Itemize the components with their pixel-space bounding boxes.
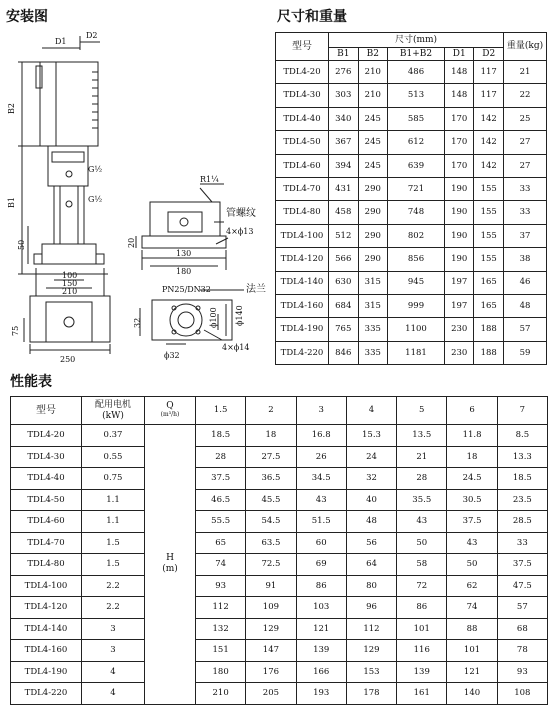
perf-row	[11, 554, 548, 576]
perf-header-model: 型号	[11, 397, 82, 425]
dims-cell-b1: 276	[329, 61, 359, 84]
perf-cell-head: 205	[246, 683, 296, 705]
dims-cell-model: TDL4-20	[276, 61, 329, 84]
perf-cell-head: 60	[296, 532, 346, 554]
perf-cell-head: 93	[497, 661, 547, 683]
dims-cell-d1: 148	[444, 84, 474, 107]
perf-table	[10, 396, 548, 705]
dims-cell-sum: 612	[388, 131, 445, 154]
dims-cell-model: TDL4-50	[276, 131, 329, 154]
perf-cell-head: 109	[246, 597, 296, 619]
perf-cell-kw: 1.1	[82, 511, 145, 533]
dims-cell-sum: 721	[388, 177, 445, 200]
perf-cell-head: 56	[346, 532, 396, 554]
dims-row	[276, 107, 547, 130]
perf-cell-head: 32	[346, 468, 396, 490]
perf-header-q-label: Q	[166, 401, 174, 412]
dims-cell-b2: 315	[358, 271, 388, 294]
dims-row	[276, 61, 547, 84]
perf-row	[11, 446, 548, 468]
perf-cell-kw: 3	[82, 618, 145, 640]
perf-row	[11, 489, 548, 511]
dims-row	[276, 177, 547, 200]
dims-cell-b1: 630	[329, 271, 359, 294]
perf-header-q-unit: (m³/h)	[160, 411, 180, 419]
dim-250: 250	[60, 355, 76, 364]
dims-cell-sum: 639	[388, 154, 445, 177]
dims-cell-model: TDL4-160	[276, 294, 329, 317]
perf-cell-head: 36.5	[246, 468, 296, 490]
dim-b2: B2	[7, 103, 16, 114]
dims-cell-b2: 335	[358, 318, 388, 341]
dims-cell-d1: 170	[444, 154, 474, 177]
perf-cell-head: 33	[497, 532, 547, 554]
dims-cell-b2: 335	[358, 341, 388, 364]
perf-cell-head: 72.5	[246, 554, 296, 576]
dims-cell-w: 37	[504, 224, 547, 247]
dims-cell-d2: 188	[474, 341, 504, 364]
dim-d2: D2	[86, 31, 98, 40]
dims-cell-model: TDL4-120	[276, 248, 329, 271]
dims-cell-d1: 190	[444, 248, 474, 271]
perf-cell-head: 28	[196, 446, 246, 468]
perf-cell-kw: 2.2	[82, 575, 145, 597]
installation-drawing	[0, 24, 272, 369]
dim-100: 100	[62, 271, 78, 280]
perf-cell-head: 112	[196, 597, 246, 619]
perf-cell-head: 129	[246, 618, 296, 640]
perf-cell-head: 78	[497, 640, 547, 662]
perf-row	[11, 575, 548, 597]
dims-col-header: B1+B2	[388, 48, 445, 61]
perf-cell-head: 80	[346, 575, 396, 597]
dims-row	[276, 84, 547, 107]
perf-cell-head: 58	[397, 554, 447, 576]
perf-row	[11, 597, 548, 619]
perf-cell-kw: 4	[82, 661, 145, 683]
perf-cell-head: 28.5	[497, 511, 547, 533]
dims-row	[276, 271, 547, 294]
dims-cell-sum: 513	[388, 84, 445, 107]
perf-row	[11, 511, 548, 533]
perf-cell-model: TDL4-190	[11, 661, 82, 683]
perf-cell-head: 46.5	[196, 489, 246, 511]
dims-cell-d1: 197	[444, 294, 474, 317]
perf-cell-head: 13.5	[397, 425, 447, 447]
dims-cell-b1: 367	[329, 131, 359, 154]
perf-cell-kw: 2.2	[82, 597, 145, 619]
dims-row	[276, 294, 547, 317]
perf-cell-kw: 0.37	[82, 425, 145, 447]
dims-row	[276, 154, 547, 177]
perf-cell-head: 24.5	[447, 468, 497, 490]
perf-cell-head: 74	[447, 597, 497, 619]
perf-cell-head: 8.5	[497, 425, 547, 447]
perf-cell-head: 18	[447, 446, 497, 468]
perf-cell-kw: 0.75	[82, 468, 145, 490]
perf-cell-head: 63.5	[246, 532, 296, 554]
label-pipe-thread: 管螺纹	[226, 208, 256, 219]
perf-cell-head: 176	[246, 661, 296, 683]
dims-cell-b2: 245	[358, 107, 388, 130]
perf-cell-model: TDL4-160	[11, 640, 82, 662]
dims-cell-d1: 148	[444, 61, 474, 84]
perf-cell-model: TDL4-220	[11, 683, 82, 705]
dims-cell-d2: 142	[474, 131, 504, 154]
perf-cell-head: 50	[447, 554, 497, 576]
dims-cell-b1: 431	[329, 177, 359, 200]
perf-cell-head: 139	[397, 661, 447, 683]
dims-cell-w: 46	[504, 271, 547, 294]
perf-cell-model: TDL4-20	[11, 425, 82, 447]
perf-cell-head: 45.5	[246, 489, 296, 511]
dims-cell-b1: 765	[329, 318, 359, 341]
dims-cell-w: 33	[504, 201, 547, 224]
dims-cell-model: TDL4-140	[276, 271, 329, 294]
perf-cell-head: 27.5	[246, 446, 296, 468]
perf-cell-head: 57	[497, 597, 547, 619]
perf-cell-head: 151	[196, 640, 246, 662]
dims-col-header: D2	[474, 48, 504, 61]
perf-cell-head: 129	[346, 640, 396, 662]
label-holes-13: 4×ϕ13	[226, 227, 254, 236]
dims-cell-d2: 165	[474, 294, 504, 317]
dims-cell-b1: 566	[329, 248, 359, 271]
perf-cell-head: 139	[296, 640, 346, 662]
perf-q-value: 4	[346, 397, 396, 425]
label-g-top: G½	[88, 165, 103, 174]
perf-q-value: 2	[246, 397, 296, 425]
dims-cell-w: 27	[504, 131, 547, 154]
perf-header-motor	[82, 397, 145, 425]
perf-cell-kw: 0.55	[82, 446, 145, 468]
dims-cell-w: 25	[504, 107, 547, 130]
perf-cell-head: 121	[296, 618, 346, 640]
dims-cell-d1: 230	[444, 318, 474, 341]
dims-cell-w: 27	[504, 154, 547, 177]
dims-row	[276, 224, 547, 247]
perf-cell-head: 54.5	[246, 511, 296, 533]
perf-row	[11, 618, 548, 640]
perf-cell-head: 132	[196, 618, 246, 640]
dims-cell-b1: 512	[329, 224, 359, 247]
perf-cell-kw: 3	[82, 640, 145, 662]
perf-cell-model: TDL4-80	[11, 554, 82, 576]
dim-32: 32	[133, 317, 142, 328]
perf-cell-head: 15.3	[346, 425, 396, 447]
perf-cell-head: 18.5	[497, 468, 547, 490]
dim-75: 75	[11, 325, 20, 336]
dim-phi100: ϕ100	[209, 307, 218, 328]
perf-cell-head: 37.5	[447, 511, 497, 533]
dims-cell-sum: 748	[388, 201, 445, 224]
perf-cell-head: 103	[296, 597, 346, 619]
dims-cell-b1: 684	[329, 294, 359, 317]
dims-cell-b2: 210	[358, 84, 388, 107]
dims-cell-sum: 585	[388, 107, 445, 130]
perf-cell-head: 43	[397, 511, 447, 533]
perf-cell-head: 21	[397, 446, 447, 468]
dims-header-size: 尺寸(mm)	[329, 33, 504, 48]
perf-cell-head: 86	[296, 575, 346, 597]
perf-cell-head: 18.5	[196, 425, 246, 447]
dims-cell-w: 57	[504, 318, 547, 341]
dims-cell-b1: 846	[329, 341, 359, 364]
perf-row	[11, 532, 548, 554]
perf-cell-head: 37.5	[497, 554, 547, 576]
dim-20: 20	[127, 237, 136, 248]
perf-cell-head: 178	[346, 683, 396, 705]
perf-cell-head: 96	[346, 597, 396, 619]
dims-cell-d2: 188	[474, 318, 504, 341]
perf-cell-head: 28	[397, 468, 447, 490]
dims-cell-model: TDL4-60	[276, 154, 329, 177]
dims-col-header: B1	[329, 48, 359, 61]
dims-row	[276, 248, 547, 271]
perf-cell-head: 180	[196, 661, 246, 683]
perf-row	[11, 468, 548, 490]
dim-210: 210	[62, 287, 78, 296]
perf-cell-head: 112	[346, 618, 396, 640]
dims-cell-d2: 117	[474, 61, 504, 84]
dims-cell-d2: 155	[474, 201, 504, 224]
dim-b1: B1	[7, 197, 16, 208]
perf-row	[11, 425, 548, 447]
perf-header-motor-label: 配用电机	[94, 399, 131, 410]
dims-row	[276, 341, 547, 364]
perf-cell-head: 23.5	[497, 489, 547, 511]
dims-cell-sum: 486	[388, 61, 445, 84]
dims-col-header: B2	[358, 48, 388, 61]
perf-h-label-cell	[145, 425, 196, 705]
perf-cell-model: TDL4-30	[11, 446, 82, 468]
label-r-thread: R1¼	[200, 175, 219, 184]
perf-cell-head: 13.3	[497, 446, 547, 468]
dims-cell-sum: 999	[388, 294, 445, 317]
dims-cell-b2: 315	[358, 294, 388, 317]
perf-cell-head: 55.5	[196, 511, 246, 533]
perf-cell-head: 64	[346, 554, 396, 576]
perf-cell-head: 37.5	[196, 468, 246, 490]
perf-cell-head: 101	[397, 618, 447, 640]
dims-cell-d2: 155	[474, 224, 504, 247]
dims-cell-w: 33	[504, 177, 547, 200]
perf-cell-model: TDL4-140	[11, 618, 82, 640]
perf-cell-head: 34.5	[296, 468, 346, 490]
label-holes-14: 4×ϕ14	[222, 343, 250, 352]
dims-col-header: D1	[444, 48, 474, 61]
dims-cell-b2: 290	[358, 248, 388, 271]
perf-cell-model: TDL4-40	[11, 468, 82, 490]
perf-cell-head: 116	[397, 640, 447, 662]
perf-cell-kw: 4	[82, 683, 145, 705]
perf-cell-head: 43	[447, 532, 497, 554]
dims-cell-d2: 165	[474, 271, 504, 294]
dims-cell-d1: 190	[444, 201, 474, 224]
perf-cell-head: 16.8	[296, 425, 346, 447]
perf-cell-head: 51.5	[296, 511, 346, 533]
dims-cell-model: TDL4-100	[276, 224, 329, 247]
perf-cell-head: 166	[296, 661, 346, 683]
perf-cell-head: 210	[196, 683, 246, 705]
dim-d1: D1	[55, 37, 67, 46]
dims-cell-model: TDL4-190	[276, 318, 329, 341]
dims-header-model: 型号	[276, 33, 329, 61]
perf-cell-head: 86	[397, 597, 447, 619]
perf-cell-head: 47.5	[497, 575, 547, 597]
dims-cell-sum: 856	[388, 248, 445, 271]
dims-cell-d1: 197	[444, 271, 474, 294]
dims-cell-b2: 245	[358, 154, 388, 177]
perf-cell-head: 35.5	[397, 489, 447, 511]
dims-cell-model: TDL4-40	[276, 107, 329, 130]
perf-cell-head: 24	[346, 446, 396, 468]
perf-header-q	[145, 397, 196, 425]
dims-cell-b1: 458	[329, 201, 359, 224]
perf-cell-head: 62	[447, 575, 497, 597]
perf-cell-head: 48	[346, 511, 396, 533]
perf-cell-model: TDL4-50	[11, 489, 82, 511]
dim-50: 50	[17, 239, 26, 250]
perf-q-value: 7	[497, 397, 547, 425]
dims-cell-d1: 190	[444, 177, 474, 200]
perf-cell-head: 147	[246, 640, 296, 662]
perf-h-label: H	[166, 552, 174, 563]
perf-cell-head: 153	[346, 661, 396, 683]
dims-cell-d2: 117	[474, 84, 504, 107]
perf-cell-head: 40	[346, 489, 396, 511]
perf-cell-head: 68	[497, 618, 547, 640]
perf-cell-head: 18	[246, 425, 296, 447]
perf-cell-head: 43	[296, 489, 346, 511]
perf-cell-model: TDL4-100	[11, 575, 82, 597]
dims-cell-w: 22	[504, 84, 547, 107]
dims-cell-w: 48	[504, 294, 547, 317]
dims-cell-d2: 142	[474, 107, 504, 130]
dims-cell-d1: 170	[444, 107, 474, 130]
dims-cell-b1: 340	[329, 107, 359, 130]
perf-cell-head: 74	[196, 554, 246, 576]
dims-cell-d2: 142	[474, 154, 504, 177]
dims-row	[276, 131, 547, 154]
dims-cell-model: TDL4-80	[276, 201, 329, 224]
perf-cell-head: 72	[397, 575, 447, 597]
perf-cell-kw: 1.5	[82, 554, 145, 576]
dims-cell-d1: 190	[444, 224, 474, 247]
perf-header-motor-unit: (kW)	[102, 410, 124, 421]
dim-phi140: ϕ140	[235, 305, 244, 326]
dims-cell-sum: 1181	[388, 341, 445, 364]
dims-header-weight: 重量(kg)	[504, 33, 547, 61]
perf-q-value: 5	[397, 397, 447, 425]
dims-cell-w: 38	[504, 248, 547, 271]
perf-q-value: 1.5	[196, 397, 246, 425]
dims-table	[275, 32, 547, 365]
dims-row	[276, 318, 547, 341]
perf-cell-head: 91	[246, 575, 296, 597]
perf-cell-head: 50	[397, 532, 447, 554]
dims-cell-w: 21	[504, 61, 547, 84]
install-heading: 安装图	[6, 9, 48, 25]
label-pn-dn: PN25/DN32	[162, 285, 211, 294]
perf-row	[11, 640, 548, 662]
perf-cell-head: 69	[296, 554, 346, 576]
dims-cell-model: TDL4-70	[276, 177, 329, 200]
dim-180: 180	[176, 267, 192, 276]
label-g-bottom: G½	[88, 195, 103, 204]
dims-cell-d2: 155	[474, 248, 504, 271]
dim-phi32: ϕ32	[164, 351, 180, 360]
perf-cell-head: 88	[447, 618, 497, 640]
dims-cell-b1: 303	[329, 84, 359, 107]
perf-cell-head: 11.8	[447, 425, 497, 447]
perf-cell-head: 161	[397, 683, 447, 705]
perf-cell-kw: 1.1	[82, 489, 145, 511]
dim-150: 150	[62, 279, 78, 288]
dims-cell-b2: 210	[358, 61, 388, 84]
dims-cell-sum: 802	[388, 224, 445, 247]
dims-cell-d1: 230	[444, 341, 474, 364]
dims-cell-b2: 245	[358, 131, 388, 154]
dims-cell-b1: 394	[329, 154, 359, 177]
perf-cell-model: TDL4-120	[11, 597, 82, 619]
dims-heading: 尺寸和重量	[277, 9, 347, 25]
perf-cell-head: 30.5	[447, 489, 497, 511]
perf-cell-head: 65	[196, 532, 246, 554]
dims-cell-model: TDL4-220	[276, 341, 329, 364]
perf-cell-head: 193	[296, 683, 346, 705]
dims-cell-w: 59	[504, 341, 547, 364]
perf-cell-head: 93	[196, 575, 246, 597]
dims-cell-d1: 170	[444, 131, 474, 154]
perf-row	[11, 661, 548, 683]
perf-heading: 性能表	[10, 374, 52, 390]
perf-cell-kw: 1.5	[82, 532, 145, 554]
perf-cell-model: TDL4-70	[11, 532, 82, 554]
label-flange: 法兰	[246, 284, 266, 295]
dims-cell-model: TDL4-30	[276, 84, 329, 107]
perf-cell-head: 101	[447, 640, 497, 662]
perf-cell-head: 140	[447, 683, 497, 705]
perf-cell-head: 108	[497, 683, 547, 705]
dims-cell-b2: 290	[358, 201, 388, 224]
dims-cell-b2: 290	[358, 177, 388, 200]
perf-cell-model: TDL4-60	[11, 511, 82, 533]
perf-row	[11, 683, 548, 705]
dim-130: 130	[176, 249, 192, 258]
perf-h-unit: (m)	[162, 564, 178, 575]
dims-cell-d2: 155	[474, 177, 504, 200]
dims-cell-sum: 1100	[388, 318, 445, 341]
perf-q-value: 3	[296, 397, 346, 425]
dims-row	[276, 201, 547, 224]
dims-cell-sum: 945	[388, 271, 445, 294]
perf-cell-head: 26	[296, 446, 346, 468]
perf-q-value: 6	[447, 397, 497, 425]
perf-cell-head: 121	[447, 661, 497, 683]
dims-cell-b2: 290	[358, 224, 388, 247]
